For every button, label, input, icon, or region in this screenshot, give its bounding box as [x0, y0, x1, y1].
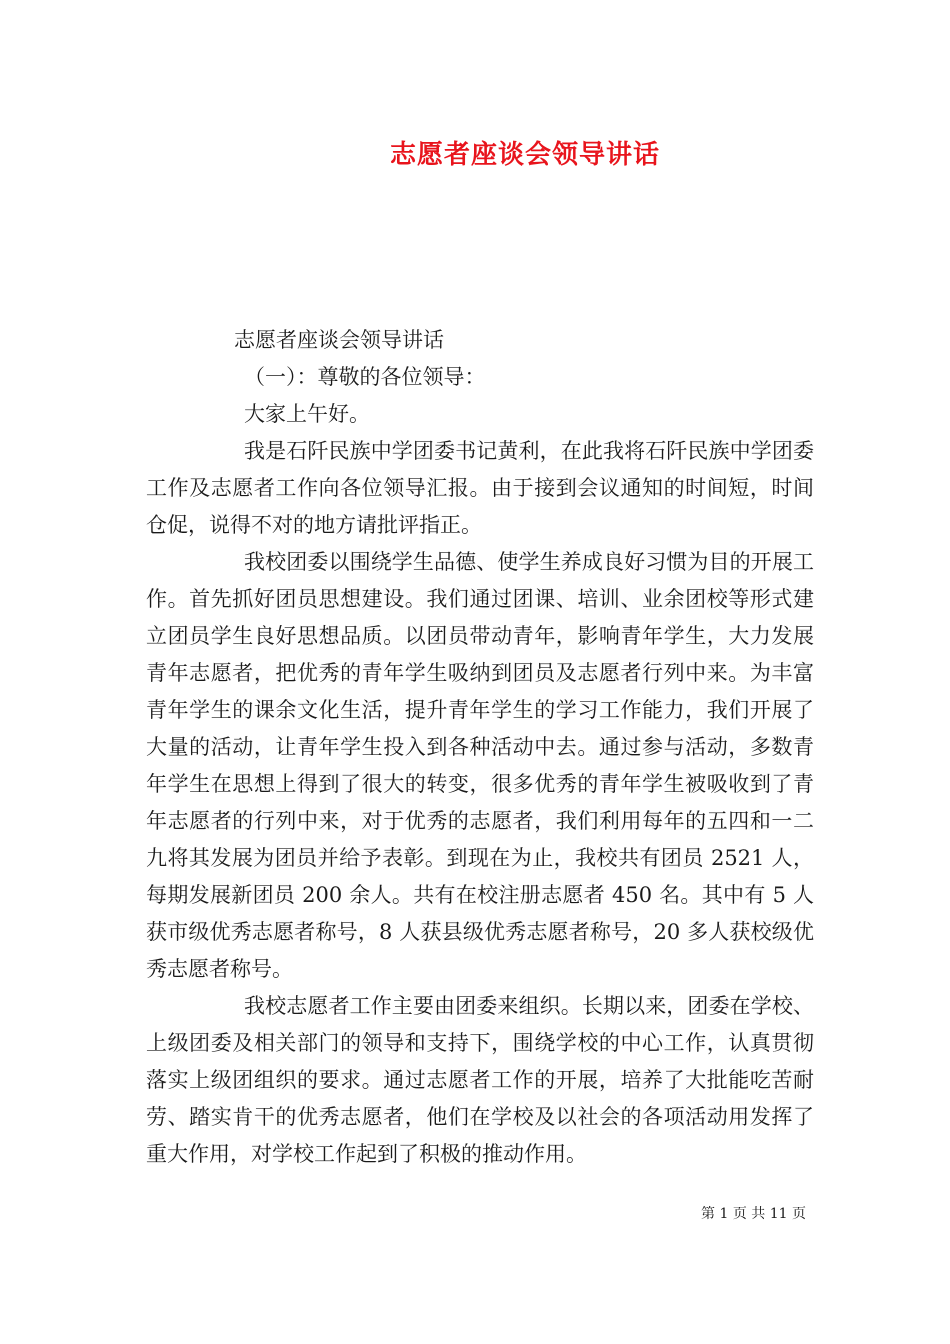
document-body [146, 322, 814, 1173]
page-number-footer: 第 1 页 共 11 页 [701, 1206, 806, 1222]
page-title: 志愿者座谈会领导讲话 [389, 140, 660, 170]
paragraph-3: 我校志愿者工作主要由团委来组织。长期以来，团委在学校、上级团委及相关部门的领导和支持下，围绕学校的中心工作，认真贯彻落实上级团组织的要求。通过志愿者工作的开展，培养了大批能吃苦耐劳、踏实肯干的优秀志愿者，他们在学校及以社会的各项活动用发挥了重大作用，对学校工作起到了积极的推动作用。 [146, 994, 814, 1166]
paragraph-2: 我校团委以围绕学生品德、使学生养成良好习惯为目的开展工作。首先抓好团员思想建设。我们通过团课、培训、业余团校等形式建立团员学生良好思想品质。以团员带动青年，影响青年学生，大力发展青年志愿者，把优秀的青年学生吸纳到团员及志愿者行列中来。为丰富青年学生的课余文化生活，提升青年学生的学习工作能力，我们开展了大量的活动，让青年学生投入到各种活动中去。通过参与活动，多数青年学生在思想上得到了很大的转变，很多优秀的青年学生被吸收到了青年志愿者的行列中来，对于优秀的志愿者，我们利用每年的五四和一二九将其发展为团员并给予表彰。到现在为止，我校共有团员 2521 人，每期发展新团员 200 余人。共有在校注册志愿者 450 名。其中有 5 人获市级优秀志愿者称号，8 人获县级优秀志愿者称号，20 多人获校级优秀志愿者称号。 [146, 550, 814, 981]
document-subtitle: 志愿者座谈会领导讲话 [234, 328, 444, 352]
salutation: （一）：尊敬的各位领导： [244, 365, 486, 389]
paragraph-1: 我是石阡民族中学团委书记黄利，在此我将石阡民族中学团委工作及志愿者工作向各位领导汇报。由于接到会议通知的时间短，时间仓促，说得不对的地方请批评指正。 [146, 439, 814, 537]
greeting: 大家上午好。 [244, 402, 370, 426]
